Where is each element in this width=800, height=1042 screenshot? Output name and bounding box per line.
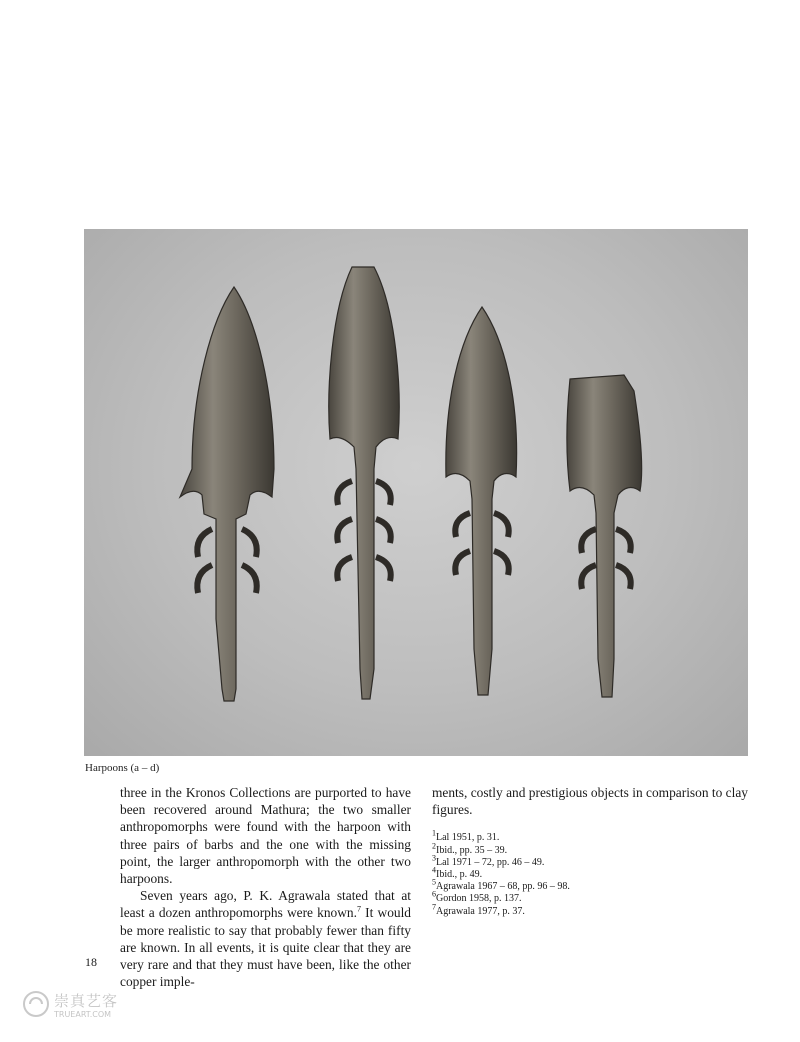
page-number: 18 bbox=[85, 955, 97, 969]
footnote-ref-7: 7 bbox=[356, 904, 361, 914]
watermark-text: 崇真艺客 bbox=[54, 992, 119, 1010]
footnote: $^6$Gordon 1958, p. 137. bbox=[432, 890, 522, 905]
footnote: $^4$Ibid., p. 49. bbox=[432, 865, 483, 881]
paragraph-2: Seven years ago, P. K. Agrawala stated that at least a dozen anthropomorphs were known.$^7$ It would be more realistic to say that probably fewer than fifty are known. In all events, it is quite clear that they are very rare and that they must have been, like the other copper imple- bbox=[120, 888, 411, 990]
figure-caption: Harpoons (a – d) bbox=[85, 762, 160, 774]
watermark bbox=[22, 990, 132, 1030]
watermark-subtext: TRUEART.COM bbox=[54, 1010, 112, 1019]
footnote: $^7$Agrawala 1977, p. 37. bbox=[432, 902, 525, 917]
harpoons-photo bbox=[84, 229, 748, 756]
text-column-left bbox=[120, 784, 411, 990]
harpoon-c bbox=[446, 307, 517, 695]
paragraph-3: ments, costly and prestigious objects in comparison to clay figures. bbox=[432, 785, 748, 818]
harpoon-a bbox=[180, 287, 274, 701]
watermark-logo-icon bbox=[22, 990, 50, 1018]
footnote: $^2$Ibid., pp. 35 – 39. bbox=[432, 841, 508, 856]
paragraph-1: three in the Kronos Collections are purported to have been recovered around Mathura; the two smaller anthropomorphs were found with the harpoon with three pairs of barbs and the one with the missing point, the larger anthropomorph with the other two harpoons. bbox=[120, 785, 411, 887]
harpoon-b bbox=[329, 267, 399, 699]
harpoons-illustration bbox=[84, 229, 748, 756]
footnote: $^1$Lal 1951, p. 31. bbox=[432, 829, 500, 844]
text-column-right bbox=[432, 784, 748, 918]
footnotes bbox=[432, 829, 748, 917]
harpoon-d bbox=[567, 375, 642, 697]
footnote: $^5$Agrawala 1967 – 68, pp. 96 – 98. bbox=[432, 877, 570, 893]
footnote: $^3$Lal 1971 – 72, pp. 46 – 49. bbox=[432, 853, 545, 868]
